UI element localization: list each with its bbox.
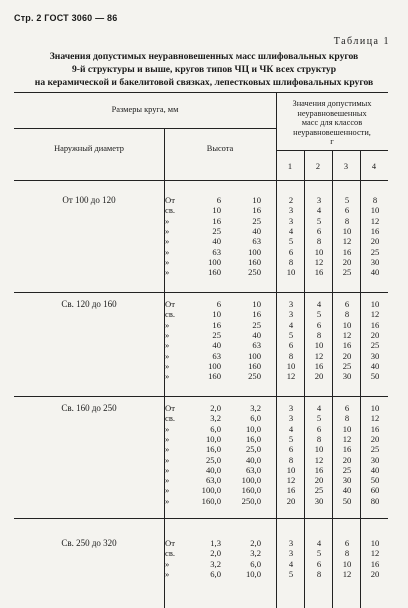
class-4-value: 10 bbox=[370, 403, 380, 413]
class-3-value: 8 bbox=[344, 548, 350, 559]
table-caption bbox=[20, 50, 388, 89]
height-to: 160 bbox=[248, 360, 261, 371]
table-row bbox=[14, 559, 388, 569]
height-prefix: От bbox=[165, 538, 175, 548]
class-2-value: 4 bbox=[316, 299, 322, 309]
height-to: 16 bbox=[252, 309, 261, 320]
height-from: 25 bbox=[212, 225, 221, 236]
class-4-value: 12 bbox=[370, 309, 380, 320]
table-row bbox=[14, 361, 388, 371]
height-prefix: От bbox=[165, 403, 175, 413]
class-2-value: 6 bbox=[316, 225, 322, 236]
class-3-value: 16 bbox=[342, 340, 352, 351]
height-prefix: » bbox=[165, 444, 170, 455]
height-from: 10 bbox=[212, 309, 221, 320]
class-3-value: 6 bbox=[344, 205, 350, 216]
height-to: 63 bbox=[252, 236, 261, 247]
class-4-value: 20 bbox=[370, 329, 380, 340]
height-to: 100 bbox=[248, 350, 261, 361]
class-3-value: 12 bbox=[342, 433, 352, 444]
height-from: 10 bbox=[212, 205, 221, 216]
class-4-value: 50 bbox=[370, 371, 380, 382]
class-1-value: 8 bbox=[288, 454, 294, 465]
class-2-header: 2 bbox=[315, 162, 321, 171]
caption-line: Значения допустимых неуравновешенных масс шлифовальных кругов bbox=[49, 51, 359, 62]
height-from: 63,0 bbox=[205, 475, 221, 486]
height-prefix: св. bbox=[165, 413, 176, 424]
class-3-value: 12 bbox=[342, 236, 352, 247]
height-prefix: » bbox=[165, 360, 170, 371]
table-row bbox=[14, 267, 388, 277]
class-1-value: 6 bbox=[288, 340, 294, 351]
group-diameter-label: От 100 до 120 bbox=[62, 195, 116, 205]
height-from: 63 bbox=[212, 246, 221, 257]
height-to: 63 bbox=[252, 340, 261, 351]
table-row bbox=[14, 455, 388, 465]
table-row bbox=[14, 424, 388, 434]
class-4-value: 10 bbox=[370, 205, 380, 216]
table-row bbox=[14, 330, 388, 340]
table-number: Таблица 1 bbox=[333, 36, 390, 47]
height-from: 3,2 bbox=[210, 558, 221, 569]
height-from: 3,2 bbox=[210, 413, 221, 424]
class-2-value: 6 bbox=[316, 423, 322, 434]
class-4-value: 16 bbox=[370, 423, 380, 434]
height-to: 25 bbox=[252, 215, 261, 226]
rule-top bbox=[14, 92, 388, 93]
class-2-value: 16 bbox=[314, 267, 324, 278]
class-4-value: 16 bbox=[370, 225, 380, 236]
caption-line: на керамической и бакелитовой связках, лепестковых шлифовальных кругов bbox=[34, 77, 374, 88]
class-3-value: 8 bbox=[344, 309, 350, 320]
height-to: 250 bbox=[248, 267, 261, 278]
class-2-value: 16 bbox=[314, 464, 324, 475]
height-to: 3,2 bbox=[250, 548, 261, 559]
class-1-value: 4 bbox=[288, 225, 294, 236]
class-1-value: 8 bbox=[288, 350, 294, 361]
caption-line: 9-й структуры и выше, кругов типов ЧЦ и ЧК всех структур bbox=[71, 64, 337, 75]
height-to: 100,0 bbox=[241, 475, 261, 486]
class-1-header: 1 bbox=[287, 162, 293, 171]
class-4-value: 16 bbox=[370, 319, 380, 330]
class-2-value: 4 bbox=[316, 403, 322, 413]
class-1-value: 10 bbox=[286, 464, 296, 475]
table-row bbox=[14, 320, 388, 330]
height-from: 160,0 bbox=[201, 495, 221, 506]
height-prefix: » bbox=[165, 340, 170, 351]
height-prefix: » bbox=[165, 329, 170, 340]
class-4-value: 30 bbox=[370, 454, 380, 465]
class-1-value: 4 bbox=[288, 319, 294, 330]
height-to: 16 bbox=[252, 205, 261, 216]
class-2-value: 20 bbox=[314, 475, 324, 486]
height-to: 250 bbox=[248, 371, 261, 382]
table-row bbox=[14, 195, 388, 205]
height-prefix: » bbox=[165, 464, 170, 475]
class-4-value: 10 bbox=[370, 299, 380, 309]
header-values bbox=[276, 99, 388, 147]
table-row bbox=[14, 299, 388, 309]
class-3-value: 25 bbox=[342, 464, 352, 475]
class-1-value: 5 bbox=[288, 236, 294, 247]
height-prefix: св. bbox=[165, 548, 176, 559]
group-diameter-label: Св. 160 до 250 bbox=[61, 403, 117, 413]
height-prefix: От bbox=[165, 299, 175, 309]
class-1-value: 3 bbox=[288, 413, 294, 424]
table-row bbox=[14, 548, 388, 558]
class-4-value: 60 bbox=[370, 485, 380, 496]
class-2-value: 25 bbox=[314, 485, 324, 496]
class-4-value: 20 bbox=[370, 433, 380, 444]
height-from: 40,0 bbox=[205, 464, 221, 475]
class-4-value: 40 bbox=[370, 360, 380, 371]
class-1-value: 12 bbox=[286, 475, 296, 486]
height-to: 10 bbox=[252, 299, 261, 309]
height-prefix: » bbox=[165, 495, 170, 506]
height-to: 10,0 bbox=[245, 423, 261, 434]
height-to: 10,0 bbox=[245, 568, 261, 579]
height-prefix: » bbox=[165, 246, 170, 257]
class-3-value: 12 bbox=[342, 329, 352, 340]
class-2-value: 30 bbox=[314, 495, 324, 506]
height-prefix: » bbox=[165, 256, 170, 267]
class-4-value: 8 bbox=[372, 195, 378, 205]
height-prefix: » bbox=[165, 454, 170, 465]
height-prefix: св. bbox=[165, 309, 176, 320]
class-3-value: 10 bbox=[342, 558, 352, 569]
class-1-value: 3 bbox=[288, 309, 294, 320]
height-prefix: » bbox=[165, 558, 170, 569]
height-from: 63 bbox=[212, 350, 221, 361]
class-3-value: 10 bbox=[342, 423, 352, 434]
table-row bbox=[14, 413, 388, 423]
class-2-value: 3 bbox=[316, 195, 322, 205]
class-1-value: 16 bbox=[286, 485, 296, 496]
table-row bbox=[14, 216, 388, 226]
table-row bbox=[14, 247, 388, 257]
group-diameter-label: Св. 250 до 320 bbox=[61, 538, 117, 548]
class-1-value: 5 bbox=[288, 329, 294, 340]
header-sizes: Размеры круга, мм bbox=[111, 105, 179, 114]
height-prefix: » bbox=[165, 433, 170, 444]
class-3-value: 20 bbox=[342, 256, 352, 267]
height-to: 6,0 bbox=[250, 413, 261, 424]
height-to: 100 bbox=[248, 246, 261, 257]
class-4-value: 50 bbox=[370, 475, 380, 486]
class-2-value: 5 bbox=[316, 548, 322, 559]
table-row bbox=[14, 351, 388, 361]
height-from: 25 bbox=[212, 329, 221, 340]
class-4-value: 25 bbox=[370, 340, 380, 351]
class-1-value: 5 bbox=[288, 568, 294, 579]
height-from: 6,0 bbox=[210, 568, 221, 579]
class-3-value: 20 bbox=[342, 350, 352, 361]
height-from: 160 bbox=[208, 267, 221, 278]
table-row bbox=[14, 226, 388, 236]
class-4-value: 12 bbox=[370, 413, 380, 424]
class-3-value: 50 bbox=[342, 495, 352, 506]
class-2-value: 8 bbox=[316, 329, 322, 340]
class-3-value: 6 bbox=[344, 403, 350, 413]
height-prefix: » bbox=[165, 236, 170, 247]
class-2-value: 12 bbox=[314, 454, 324, 465]
height-prefix: » bbox=[165, 215, 170, 226]
height-from: 6 bbox=[216, 299, 221, 309]
table-row bbox=[14, 538, 388, 548]
table-row bbox=[14, 485, 388, 495]
table-row bbox=[14, 257, 388, 267]
class-4-value: 12 bbox=[370, 548, 380, 559]
height-from: 6 bbox=[216, 195, 221, 205]
class-2-value: 10 bbox=[314, 444, 324, 455]
height-prefix: » bbox=[165, 267, 170, 278]
table-row bbox=[14, 434, 388, 444]
class-2-value: 10 bbox=[314, 340, 324, 351]
height-from: 10,0 bbox=[205, 433, 221, 444]
data-table bbox=[14, 92, 388, 608]
class-4-value: 80 bbox=[370, 495, 380, 506]
class-4-value: 20 bbox=[370, 236, 380, 247]
table-row bbox=[14, 371, 388, 381]
class-3-value: 5 bbox=[344, 195, 350, 205]
class-1-value: 6 bbox=[288, 246, 294, 257]
class-4-value: 30 bbox=[370, 256, 380, 267]
class-3-value: 8 bbox=[344, 413, 350, 424]
class-4-value: 20 bbox=[370, 568, 380, 579]
class-3-value: 25 bbox=[342, 360, 352, 371]
height-prefix: » bbox=[165, 319, 170, 330]
table-row bbox=[14, 569, 388, 579]
height-prefix: От bbox=[165, 195, 175, 205]
class-2-value: 5 bbox=[316, 215, 322, 226]
class-3-value: 30 bbox=[342, 475, 352, 486]
page-header: Стр. 2 ГОСТ 3060 — 86 bbox=[14, 13, 118, 23]
height-to: 25,0 bbox=[245, 444, 261, 455]
height-from: 16 bbox=[212, 319, 221, 330]
height-from: 6,0 bbox=[210, 423, 221, 434]
class-3-value: 12 bbox=[342, 568, 352, 579]
height-from: 1,3 bbox=[210, 538, 221, 548]
header-values-line: Значения допустимых bbox=[292, 99, 372, 108]
class-3-value: 8 bbox=[344, 215, 350, 226]
class-1-value: 10 bbox=[286, 360, 296, 371]
height-to: 6,0 bbox=[250, 558, 261, 569]
class-2-value: 4 bbox=[316, 538, 322, 548]
height-from: 40 bbox=[212, 236, 221, 247]
header-values-line: г bbox=[330, 137, 334, 146]
class-3-value: 6 bbox=[344, 538, 350, 548]
table-row bbox=[14, 475, 388, 485]
height-to: 40 bbox=[252, 329, 261, 340]
class-4-value: 16 bbox=[370, 558, 380, 569]
class-4-value: 40 bbox=[370, 267, 380, 278]
height-from: 100 bbox=[208, 256, 221, 267]
class-4-value: 25 bbox=[370, 246, 380, 257]
class-2-value: 12 bbox=[314, 256, 324, 267]
height-to: 16,0 bbox=[245, 433, 261, 444]
class-3-header: 3 bbox=[343, 162, 349, 171]
height-to: 2,0 bbox=[250, 538, 261, 548]
class-1-value: 10 bbox=[286, 267, 296, 278]
class-3-value: 16 bbox=[342, 246, 352, 257]
class-3-value: 30 bbox=[342, 371, 352, 382]
height-from: 100 bbox=[208, 360, 221, 371]
height-from: 25,0 bbox=[205, 454, 221, 465]
class-1-value: 5 bbox=[288, 433, 294, 444]
table-row bbox=[14, 444, 388, 454]
class-2-value: 6 bbox=[316, 319, 322, 330]
height-from: 160 bbox=[208, 371, 221, 382]
class-2-value: 4 bbox=[316, 205, 322, 216]
height-to: 160 bbox=[248, 256, 261, 267]
class-1-value: 3 bbox=[288, 538, 294, 548]
group-diameter-label: Св. 120 до 160 bbox=[61, 299, 117, 309]
height-to: 160,0 bbox=[241, 485, 261, 496]
class-4-value: 12 bbox=[370, 215, 380, 226]
height-to: 25 bbox=[252, 319, 261, 330]
class-3-value: 6 bbox=[344, 299, 350, 309]
class-2-value: 5 bbox=[316, 309, 322, 320]
height-from: 100,0 bbox=[201, 485, 221, 496]
header-values-line: неуравновешенности, bbox=[293, 127, 371, 137]
table-row bbox=[14, 309, 388, 319]
class-3-value: 10 bbox=[342, 319, 352, 330]
height-to: 250,0 bbox=[241, 495, 261, 506]
class-1-value: 3 bbox=[288, 205, 294, 216]
header-values-line: масс для классов bbox=[301, 118, 363, 127]
class-1-value: 8 bbox=[288, 256, 294, 267]
class-1-value: 20 bbox=[286, 495, 296, 506]
class-3-value: 20 bbox=[342, 454, 352, 465]
rule-sizes bbox=[14, 128, 276, 129]
class-1-value: 3 bbox=[288, 548, 294, 559]
height-prefix: » bbox=[165, 225, 170, 236]
height-to: 63,0 bbox=[245, 464, 261, 475]
height-from: 16,0 bbox=[205, 444, 221, 455]
height-prefix: » bbox=[165, 568, 170, 579]
class-1-value: 6 bbox=[288, 444, 294, 455]
class-1-value: 12 bbox=[286, 371, 296, 382]
height-from: 40 bbox=[212, 340, 221, 351]
class-4-header: 4 bbox=[371, 162, 377, 171]
class-2-value: 8 bbox=[316, 568, 322, 579]
class-1-value: 2 bbox=[288, 195, 294, 205]
height-to: 3,2 bbox=[250, 403, 261, 413]
table-row bbox=[14, 496, 388, 506]
height-prefix: » bbox=[165, 371, 170, 382]
table-row bbox=[14, 205, 388, 215]
class-1-value: 3 bbox=[288, 299, 294, 309]
class-3-value: 25 bbox=[342, 267, 352, 278]
table-row bbox=[14, 403, 388, 413]
table-row bbox=[14, 465, 388, 475]
class-3-value: 40 bbox=[342, 485, 352, 496]
class-1-value: 3 bbox=[288, 403, 294, 413]
table-row bbox=[14, 236, 388, 246]
class-2-value: 8 bbox=[316, 433, 322, 444]
height-prefix: св. bbox=[165, 205, 176, 216]
class-2-value: 16 bbox=[314, 360, 324, 371]
table-row bbox=[14, 340, 388, 350]
header-outer-diameter: Наружный диаметр bbox=[54, 144, 124, 153]
class-4-value: 30 bbox=[370, 350, 380, 361]
height-prefix: » bbox=[165, 423, 170, 434]
class-3-value: 16 bbox=[342, 444, 352, 455]
height-prefix: » bbox=[165, 350, 170, 361]
class-4-value: 10 bbox=[370, 538, 380, 548]
height-to: 40,0 bbox=[245, 454, 261, 465]
class-1-value: 4 bbox=[288, 423, 294, 434]
class-2-value: 20 bbox=[314, 371, 324, 382]
class-3-value: 10 bbox=[342, 225, 352, 236]
header-values-line: неуравновешенных bbox=[297, 108, 367, 118]
height-prefix: » bbox=[165, 485, 170, 496]
class-1-value: 4 bbox=[288, 558, 294, 569]
height-to: 40 bbox=[252, 225, 261, 236]
height-prefix: » bbox=[165, 475, 170, 486]
height-from: 2,0 bbox=[210, 403, 221, 413]
class-2-value: 12 bbox=[314, 350, 324, 361]
height-from: 2,0 bbox=[210, 548, 221, 559]
height-from: 16 bbox=[212, 215, 221, 226]
class-4-value: 25 bbox=[370, 444, 380, 455]
class-2-value: 5 bbox=[316, 413, 322, 424]
class-2-value: 8 bbox=[316, 236, 322, 247]
header-height: Высота bbox=[206, 144, 234, 153]
height-to: 10 bbox=[252, 195, 261, 205]
class-4-value: 40 bbox=[370, 464, 380, 475]
class-1-value: 3 bbox=[288, 215, 294, 226]
class-2-value: 10 bbox=[314, 246, 324, 257]
class-2-value: 6 bbox=[316, 558, 322, 569]
